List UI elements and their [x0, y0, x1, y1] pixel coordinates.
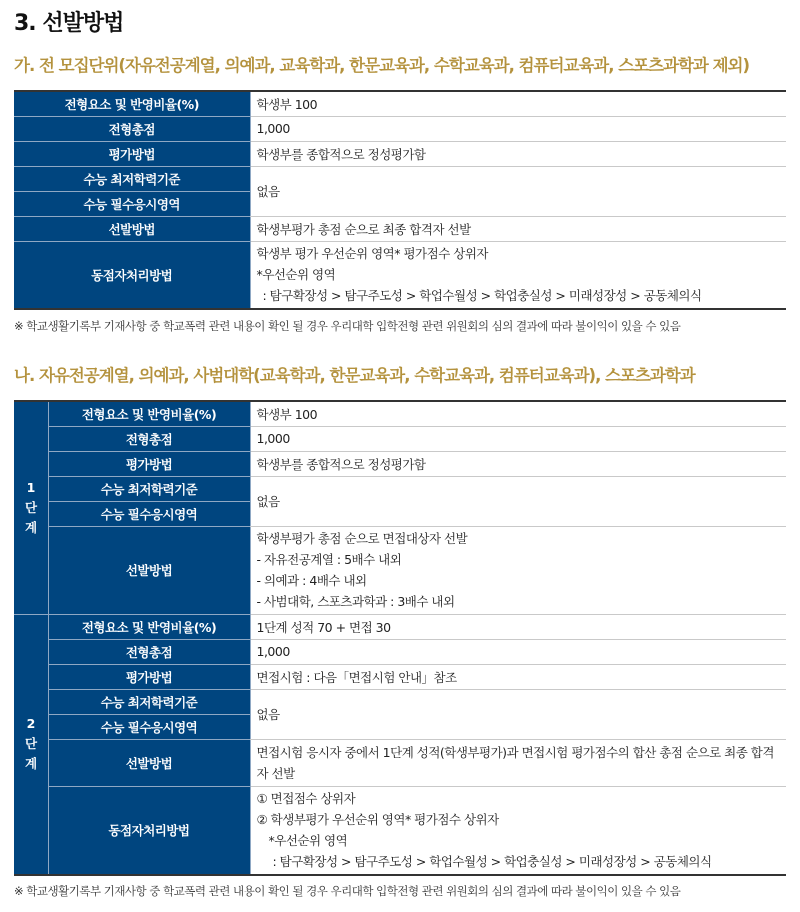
row-label: 수능 필수응시영역 [14, 191, 250, 216]
row-label: 전형총점 [14, 116, 250, 141]
section-a-heading: 가. 전 모집단위(자유전공계열, 의예과, 교육학과, 한문교육과, 수학교육과, 컴퓨터교육과, 스포츠과학과 제외) [14, 56, 750, 75]
row-label: 전형총점 [48, 426, 250, 451]
row-label: 수능 최저학력기준 [48, 689, 250, 714]
row-value: 학생부 100 [250, 401, 786, 426]
row-value: 1,000 [250, 639, 786, 664]
table-row [14, 141, 786, 166]
table-row [14, 739, 786, 786]
row-label: 전형요소 및 반영비율(%) [14, 91, 250, 116]
table-row [14, 426, 786, 451]
table-row [14, 664, 786, 689]
section-b-heading: 나. 자유전공계열, 의예과, 사범대학(교육학과, 한문교육과, 수학교육과, 컴퓨터교육과), 스포츠과학과 [14, 366, 695, 385]
table-row [14, 526, 786, 614]
row-value: 학생부를 종합적으로 정성평가함 [250, 141, 786, 166]
stage-2-label: 2 단 계 [14, 614, 48, 875]
line: *우선순위 영역 [256, 267, 336, 283]
table-row [14, 216, 786, 241]
row-value: 면접시험 : 다음「면접시험 안내」참조 [250, 664, 786, 689]
table-row [14, 241, 786, 309]
table-row [14, 639, 786, 664]
table-row [14, 689, 786, 714]
row-label: 동점자처리방법 [14, 241, 250, 309]
row-label: 수능 최저학력기준 [48, 476, 250, 501]
table-row [14, 786, 786, 875]
row-label: 평가방법 [48, 451, 250, 476]
row-value: 1단계 성적 70 + 면접 30 [250, 614, 786, 639]
section-a-table [14, 90, 786, 310]
row-label: 전형요소 및 반영비율(%) [48, 614, 250, 639]
stage-1-label: 1 단 계 [14, 401, 48, 614]
page-title: 3. 선발방법 [14, 11, 124, 36]
note-a: ※ 학교생활기록부 기재사항 중 학교폭력 관련 내용이 확인 될 경우 우리대학 입학전형 관련 위원회의 심의 결과에 따라 불이익이 있을 수 있음 [14, 319, 681, 333]
row-value: 1,000 [250, 426, 786, 451]
table-row [14, 451, 786, 476]
note-b: ※ 학교생활기록부 기재사항 중 학교폭력 관련 내용이 확인 될 경우 우리대학 입학전형 관련 위원회의 심의 결과에 따라 불이익이 있을 수 있음 [14, 884, 681, 898]
table-row [14, 476, 786, 501]
row-value: 학생부평가 총점 순으로 면접대상자 선발 - 자유전공계열 : 5배수 내외 - 의예과 : 4배수 내외 - 사범대학, 스포츠과학과 : 3배수 내외 [250, 526, 786, 614]
line: 학생부 평가 우선순위 영역* 평가점수 상위자 [256, 246, 488, 262]
row-value [250, 241, 786, 309]
row-label: 동점자처리방법 [48, 786, 250, 875]
row-value: 없음 [250, 689, 786, 739]
table-row [14, 614, 786, 639]
row-value: 면접시험 응시자 중에서 1단계 성적(학생부평가)과 면접시험 평가점수의 합산 총점 순으로 최종 합격자 선발 [250, 739, 786, 786]
row-value: ① 면접점수 상위자 ② 학생부평가 우선순위 영역* 평가점수 상위자 *우선순위 영역 : 탐구확장성 > 탐구주도성 > 학업수월성 > 학업충실성 > 미래성장성 > 공동체의식 [250, 786, 786, 875]
row-value: 없음 [250, 476, 786, 526]
table-row [14, 116, 786, 141]
row-value: 없음 [250, 166, 786, 216]
section-b-table [14, 400, 786, 876]
row-label: 평가방법 [14, 141, 250, 166]
row-value: 1,000 [250, 116, 786, 141]
row-label: 전형요소 및 반영비율(%) [48, 401, 250, 426]
row-label: 평가방법 [48, 664, 250, 689]
row-label: 선발방법 [48, 739, 250, 786]
row-label: 수능 필수응시영역 [48, 501, 250, 526]
row-value: 학생부 100 [250, 91, 786, 116]
table-row [14, 166, 786, 191]
row-label: 전형총점 [48, 639, 250, 664]
row-label: 선발방법 [48, 526, 250, 614]
table-row [14, 401, 786, 426]
row-value: 학생부를 종합적으로 정성평가함 [250, 451, 786, 476]
line: : 탐구확장성 > 탐구주도성 > 학업수월성 > 학업충실성 > 미래성장성 > 공동체의식 [262, 288, 702, 304]
row-label: 수능 최저학력기준 [14, 166, 250, 191]
row-label: 선발방법 [14, 216, 250, 241]
row-value: 학생부평가 총점 순으로 최종 합격자 선발 [250, 216, 786, 241]
table-row [14, 91, 786, 116]
row-label: 수능 필수응시영역 [48, 714, 250, 739]
